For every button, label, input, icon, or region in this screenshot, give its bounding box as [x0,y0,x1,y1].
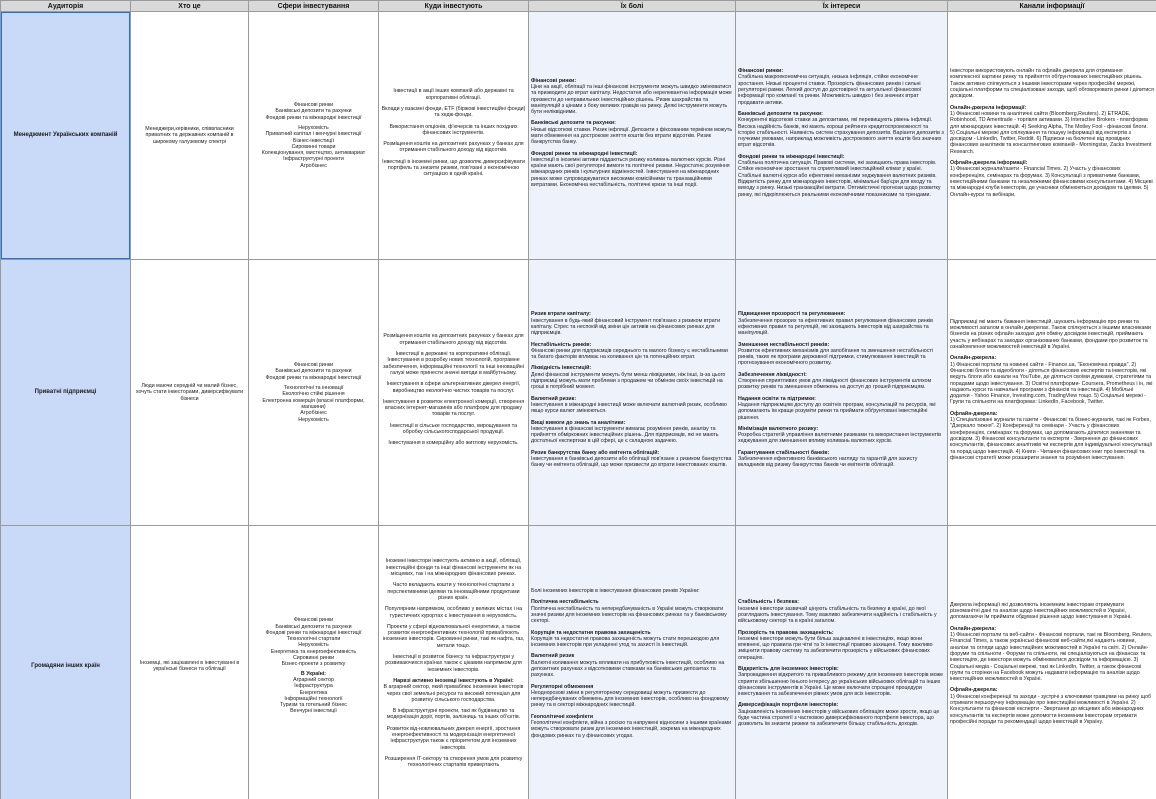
block-text: Інвестування в міжнародні інвестиції може включати валютний ризик, особливо якщо курси валют змінюються. [531,401,727,415]
sphere-item: Колекціонування, мистецтво, антиквариат [261,150,366,157]
text-block [531,120,733,145]
block-text: Інвестування в банківські депозити або облігації пов'язане з ризиком банкрутства банку чи емітента облігацій, що може призвести до втрати інвестованих коштів. [531,456,732,469]
text-block [950,626,1154,683]
cell-channels[interactable] [948,260,1156,526]
header-interests[interactable]: Їх інтереси [736,1,948,12]
block-text: Низькі відсоткові ставки. Ризик інфляції. Депозити з фіксованим терміном можуть мати обмеження на дострокове зняття коштів без втрати відсотків. Ризик банкрутства банку. [531,126,733,146]
text-block [531,420,733,445]
text-block [531,599,733,624]
text-block [950,411,1154,461]
block-text: Розробка стратегій управління валютними ризиками та використання інструментів хеджування для зменшення впливу коливань валютних курсів. [738,432,941,445]
text-block [950,68,1154,99]
where-item: Інвестиції в сільське господарство, вирощування та обробку сільськогосподарської продукції. [389,422,518,435]
table-row [1,526,1156,799]
block-text: Інвестиції в іноземні активи піддаються ризику коливань валютних курсів. Різні країни мають свої регуляторні вимоги та політичні ризики. Недостатнє розуміння міжнародних ринків і культурних відмінностей. Інвестування на міжнародних ринках може супроводжуватися високими комісійними та транзакційними витратами. Економічна нестабільність, політичні кризи та інші події. [531,156,730,189]
sphere-item: Енергетика [299,689,328,696]
text-block [738,666,945,697]
text-block [531,684,733,709]
block-text: Стабільна макроекономічна ситуація, низька інфляція, стійке економічне зростання. Низькі процентні ставки. Прозорість фінансових ринків і сильні регуляторні рамки. Легкий доступ до достовірної та актуальної фінансової інформації про компанії та ринки. Можливість швидко і без значних втрат продавати активи. [738,74,922,106]
sphere-item: Банківські депозити та рахунки [275,368,352,375]
block-title: Політична нестабільність [531,599,599,606]
block-title: Фондові ринки та міжнародні інвестиції: [738,153,845,160]
sphere-item: Електронна комерція (власні платформи, магазини) [262,397,365,410]
block-title: Онлайн-джерела: [950,625,997,632]
sphere-item: Сировинні товари [291,143,336,150]
block-text: Іноземні інвестори можуть бути більш зацікавлені в інвестиціях, якщо вони впевнені, що правила гри чіткі та їх інвестиції правово захищені. Тому важливо зміцнити правову систему та забезпечити прозорість у військових фінансових операціях. [738,635,933,661]
cell-interests[interactable] [736,12,948,260]
where-item: Інвестування в розвиток електронної комерції, створення власних інтернет-магазинів або платформ для продажу товарів та послуг. [382,398,525,418]
header-spheres[interactable]: Сфери інвестування [249,1,379,12]
block-text: Фінансові ринки для підприємців середнього та малого бізнесу є нестабільними та багато факторів впливає на коливання цін та потенційних втрат. [531,347,728,361]
block-title: Мінімізація валютного ризику: [738,425,819,432]
block-text: Стабільна політична ситуація. Правові системи, які захищають права інвесторів. Стійке економічне зростання та сприятливий інвестиційний клімат у країні. Стабільні валютні курси або ефективні механізми хеджування валютних ризиків. Відкритість ринку для міжнародних інвесторів, мінімальні бар'єри для входу та виходу з ринку. Низькі транзакційні витрати. Оптимістичні прогнози щодо розвитку ринку, які підкріплюються реальними економічними показниками та трендами. [738,160,941,198]
text-block [950,319,1154,350]
text-block [738,311,945,336]
block-text: Валютні коливання можуть впливати на прибутковість інвестицій, особливо на депозитних рахунках з відсотковими ставками на банківських депозитах та рахунках. [531,659,725,679]
text-block [950,687,1154,725]
sphere-item: Венчурні інвестиції [290,708,337,715]
cell-where[interactable] [379,260,529,526]
block-title: Фондові ринки та міжнародні інвестиції: [531,150,638,157]
text-block [738,342,945,367]
cell-who[interactable]: Іноземці, які зацікавлені в інвестуванні в українські бізнеси та облігації [131,526,249,799]
where-item: Розвиток від-новлювальних джерел енергії, зростання енергоефективності та модернізація енергетичної інфраструктури також є пріоритетом для іноземних інвесторів. [386,725,521,751]
block-text: Політична нестабільність та непередбачуваність в Україні можуть створювати значні ризики для іноземних інвесторів на фінансових ринках та у банківському секторі. [531,605,727,625]
block-text: Корупція та недостатня правова захищеність можуть стати перешкодою для іноземних інвесторів при укладенні угод та захисті їх інвестицій. [531,635,720,649]
block-title: Банківські депозити та рахунки: [531,120,616,127]
text-block [531,342,733,361]
table-row [1,260,1156,526]
block-title: Відкритість для іноземних інвесторів: [738,666,839,672]
block-text: Підприємці які мають бажання інвестицій, шукають інформацію про ринки та можливості загалом в онлайн джерелах. Також спілкуються з іншими власниками бізнесів на різних офлайн заходах для обміну досвідом інвестицій, приймають участь у вебінарах та заходах організованих банками, фондами про розвиток та ознайомлення можливостей інвестицій в Україні. [950,318,1151,351]
where-item: Розміщення коштів на депозитних рахунках у банках для отримання стабільного доходу від відсотків. [383,333,524,346]
block-title: Диверсифікація портфеля інвесторів: [738,702,839,709]
sphere-item: Фондові ринки та міжнародні інвестиції [265,114,362,121]
text-block [531,311,733,336]
block-title: Валютний ризик: [531,395,577,402]
block-text: Ціни на акції, облігації та інші фінансові інструменти можуть швидко змінюватися та призводити до втрат капіталу. Недостатня або нерелевантна інформація може призвести до неправильних інвестиційних рішень. Ризик шахрайства та маніпуляцій з цінами з боку великих гравців на ринку. Деякі інструменти можуть бути неліквідними. [531,83,732,116]
block-text: 1) Спеціалізовані журнали та газети - Фінансові та бізнес-журнали, такі як Forbes, "Дзеркало тижня". 2) Конференції та семінари - Участь у фінансових конференціях, семінарах та форумах, що допомагають ділитися знаннями та досвідом. 3) Фінансові консультанти та експерти - Звернення до фінансових консультантів, фінансових аналітиків чи експертів для індивідуальної консультації та порад щодо інвестицій. 4) Книги - Читання фінансових книг про інвестиції та фінансові стратегії може розширити знання та розуміння інвестування. [950,417,1153,461]
where-item: Вклади у взаємні фонди, ETF (біржові інвестиційні фонди) та хедж-фонди. [381,105,526,119]
block-text: Неоднорозові зміни в регуляторному середовищі можуть призвести до непередбачуваних обмежень для іноземних інвесторів, особливо на фондовому ринку та в секторі міжнародних інвестицій. [531,689,729,709]
sphere-item: Енергетика та енергоефективність [270,648,357,655]
block-title: Валютний ризик [531,653,575,660]
text-block [950,105,1154,155]
block-text: Створення сприятливих умов для ліквідності фінансових інструментів шляхом розвитку ринків та зменшення обмежень на доступ до грошей підприємцям. [738,378,932,391]
cell-audience[interactable]: Громадяни інших країн [1,526,131,799]
block-text: 1) Фінансові портали та веб-сайти - Фінансові портали, такі як Bloomberg, Reuters, Financial Times, а також українські фінансові веб-сайти,які надають новини, аналізи та огляди щодо інвестиційних можливостей в Україні та світі. 2) Онлайн-форуми та спільноти - Форуми та спільноти, які спеціалізуються на фінансах та інвестиціях, де інвестори можуть обмінюватися досвідом та інформацією. 3) Соціальні медіа - Соціальні мережі, такі як LinkedIn, Twitter, а також фінансові групи та сторінки на Facebook можуть надавати інформацію та аналізи щодо інвестиційних можливостей в Україні. [950,632,1153,683]
where-item: Іноземні інвестори інвестують активно в акції, облігації, інвестиційні фонди та інші фінансові інструменти як на місцевих, так і на міжнародних фінансових ринках. [385,558,522,578]
sphere-item: Фінансові ринки [293,362,334,369]
sphere-item: Нерухомість [298,642,329,649]
text-block [531,151,733,189]
block-text: Запровадження відкритого та привабливого режиму для іноземних інвесторів може сприяти збільшенню їхнього інтересу до українських військових облігацій та інших фінансових інструментів в Україні. Це може включати спрощені процедури інвестування та забезпечення рівних умов для всіх інвесторів. [738,672,944,698]
text-block [950,355,1154,405]
sphere-item: Інфраструктурні проекти [283,156,344,163]
sphere-item: Технологічні стартапи [286,636,341,643]
block-title: Підвищення прозорості та регулювання: [738,311,846,318]
where-item: Розміщення коштів на депозитних рахунках у банках для отримання стабільного доходу від відсотків. [383,141,524,154]
sphere-item: Фондові ринки та міжнародні інвестиції [265,374,362,381]
sphere-item: Аграрний сектор [293,676,334,683]
text-block [738,68,945,106]
text-block [738,630,945,661]
sphere-item: Фондові ринки та міжнародні інвестиції [265,629,362,636]
where-item: Інвестиції в іноземні ринки, що дозволяє диверсифікувати портфель та знизити ризики, пов'язані з економічною ситуацією в одній країні. [382,158,525,178]
block-text: Інвестування в фінансові інструменти вимагає розуміння ринків, аналізу та прийняття обмірковних інвестиційних рішень. Для підприємців, які не мають достатньої експертизи в цій сфері, це є складною задачею. [531,425,719,445]
block-title: Ризик втрати капіталу: [531,311,591,318]
text-block [738,154,945,198]
where-item: Інвестиції в державні та корпоративні облігації. Інвестування в розробку нових технологій, програмне забезпечення, інформаційні технології та інші інноваційні галузі може принести значні вигоди в майбутньому. [383,351,524,376]
block-title: Стабільність і безпека: [738,599,799,606]
sphere-item: Бізнес-проекти з розвитку [281,661,346,668]
sphere-item: Інфраструктура [294,683,333,690]
sphere-item: Екологічно стійкі рішення [282,391,345,398]
where-item: Використання опціонів, ф'ючерсів та інших похідних фінансових інструментів. [389,123,518,136]
cell-pains[interactable] [529,526,736,799]
cell-interests[interactable] [736,526,948,799]
sphere-item: Агробізнес [300,162,327,169]
cell-interests[interactable] [736,260,948,526]
text-block [738,111,945,149]
sphere-item: Нерухомість [298,124,329,131]
header-audience[interactable]: Аудиторія [1,1,131,12]
text-block [950,602,1154,621]
cell-where[interactable] [379,12,529,260]
block-title: Офлайн-джерела інформації: [950,160,1028,167]
cell-channels[interactable] [948,526,1156,799]
block-title: Зменшення нестабільності ринків: [738,341,830,348]
sphere-item: Технологічні та інновації [283,385,344,392]
sphere-item: Банківські депозити та рахунки [275,108,352,115]
sphere-item: Банківські депозити та рахунки [275,623,352,630]
sphere-item: Туризм та готельний бізнес [280,702,347,709]
header-row [1,1,1156,12]
sphere-item: Нерухомість [298,416,329,423]
cell-audience[interactable]: Менеджмент Українських компаній [1,12,131,260]
block-text: Конкурентні відсоткові ставки за депозитами, які перевищують рівень інфляції. Висока надійність банків, які мають хороші рейтинги кредитоспроможності та історію стабільності. Наявність систем страхування депозитів. Варіанти депозитів з гнучкими умовами, наприклад можливість дострокового зняття коштів без значних втрат відсотків. [738,117,944,149]
where-item: Популярним напрямком, особливо у великих містах і на туристичних курортах є інвестування в нерухомість. [384,606,523,619]
header-where[interactable]: Куди інвестують [379,1,529,12]
spheres-subtitle: В Україні: [300,670,327,677]
block-title: Забезпечення ліквідності: [738,371,807,378]
sphere-item: Бізнес-інвестиції [293,137,334,144]
block-text: 1) Фінансові конференції та заходи - зустрічі з ключовими гравцями на ринку щоб отримати першоручну інформацію про інвестиційні можливості в Україні. 2) Консультанти та фінансові експерти - Звертання до місцевих або міжнародних консультантів та експертів може допомогти іноземним інвесторам отримати професійні поради та рекомендації щодо інвестицій в Україну. [950,693,1152,725]
block-text: Деякі фінансові інструменти можуть бути менш ліквідними, ніж інші, із-за цього підприємці можуть мати проблеми з продажем чи обміном своїх інвестицій на гроші в потрібний момент. [531,371,726,391]
block-title: Ризик банкрутства банку або емітента облігацій: [531,449,660,456]
where-item: Інвестиції в акції інших компаній або державні та корпоративні облігації. [393,88,514,101]
cell-spheres[interactable] [249,526,379,799]
sphere-item: Фінансові ринки [293,102,334,109]
block-title: Онлайн-джерела: [950,355,997,362]
cell-who[interactable]: Люди маючи середній чи малий бізнес, хочуть стати інвесторами, диверсифікувати бізнеси [131,260,249,526]
cell-spheres[interactable] [249,12,379,260]
text-block [531,630,733,649]
text-block [531,78,733,116]
sphere-item: Приватний капітал і венчурні інвестиції [265,131,362,138]
block-text: Інвестування в будь-який фінансовий інструмент пов'язано з ризиком втрати капіталу. Стрес та неспокій від зміни цін активів на фінансових ринках для підприємців. [531,317,721,337]
where-item: Часто вкладають кошти у технологічні стартапи з перспективними ідеями та інноваційними продуктами різних країн. [387,582,520,601]
cell-audience[interactable]: Приватні підприємці [1,260,131,526]
block-title: Прозорість та правова захищеність: [738,629,834,636]
table-row [1,12,1156,260]
block-title: Фінансові ринки: [738,68,784,75]
block-text: Іноземні інвестори зазвичай цінують стабільність та безпеку в країні, до якої розглядають інвестування. Тому важливо забезпечити надійність і стабільність у військовому секторі та в країні загалом. [738,605,937,625]
where-item: Інвестування в сфери альтернативних джерел енергії, виробництво екологічно чистих товарів та послуг. [386,381,521,394]
block-text: Забезпечення прозорих та ефективних правил регулювання фінансових ринків ефективних правил та регуляцій, які захищають інвесторів від шахрайства та маніпуляцій. [738,317,933,337]
block-title: Офлайн-джерела: [950,687,998,694]
block-text: Інвестори використовують онлайн та офлайн джерела для отримання комплексної картини ринку та прийняття обґрунтованих інвестиційних рішень. Також активно спілкуються з іншими інвесторами через професійні мережі, соціальні платформи та спеціалізовані заходи, щоб обговорювати ринки і ділитися досвідом. [950,68,1154,100]
cell-where[interactable] [379,526,529,799]
block-text: 1) Фінансові портали та новинні сайти - Finance.ua, "Економічна правда". 2) Фінансові блоги та відеоблоги - діляться фінансових експертів та інвесторів, які ведуть блоги або канали на YouTube, де діляться своїми думками, стратегіями та порадами щодо інвестування. 3) Освітні платформи- Coursera, Prometheus і ін, які надають курси та навчальні програми з фінансів та інвестицій. 4) Мобільні додатки - Yahoo Finance, Investing.com, TradingView тощо. 5) Соціальні мережі - Групи та спільноти на платформах: LinkedIn, Facebook, Twitter. [950,361,1153,406]
block-title: Регуляторні обмеження [531,683,594,690]
where-item: Інвестування в комерційну або житлову нерухомість. [388,440,519,447]
header-who[interactable]: Хто це [131,1,249,12]
block-text: Зацікавленість іноземних інвесторів у військових облігаціях може зрости, якщо це буде частина стратегії з частковою диверсифікованого портфеля інвестора, що дозволить їм знизити ризики та забезпечити більшу стабільність доходів. [738,708,940,728]
pains-intro: Болі іноземних інвесторів в інвестування фінансових ринків України: [531,588,700,595]
block-text: Джерела інформації які дозволяють іноземним інвесторам отримувати різноманітні дані та аналізи щодо інвестиційних можливостей в Україні, допомагаючи їм приймати обдумані рішення щодо інвестування в Україні. [950,601,1132,621]
text-block [738,599,945,624]
block-text: 1) Фінансові журнали/газети - Financial Times. 2) Участь у фінансових конференціях, семінарах та форумах. 3) Консультації з приватними банками, інвестиційними банками та незалежними фінансовими консультантами. 4) Місцеві та міжнародні клуби інвесторів, де учасники обмінюються досвідом та ідеями. 5) Онлайн-курси та вебінари. [950,166,1153,198]
text-block [738,702,945,727]
where-subtitle: Нарвзі активно іноземці інвестують в Україні: [393,677,514,684]
text-block [950,160,1154,198]
where-item: В аграрний сектор, який приваблює іноземних інвесторів через свої земельні ресурси та високий потенціал для розвитку сільського господарства. [383,684,524,703]
text-block [738,372,945,391]
where-item: Інвестиції в розвиток бізнесу та інфраструктури у розвиваючихся країнах також є цікавим напрямком для іноземних інвесторів. [385,654,522,673]
text-block [531,396,733,415]
where-item: В інфраструктурні проекти, такі як будівництво та модернізація доріг, портів, залізниць та інших об'єктів. [386,708,521,721]
block-text: Надання підприємцям доступу до освітніх програм, консультацій та ресурсів, які допомагають їм краще розуміти ринки та приймати обґрунтовані інвестиційні рішення. [738,401,936,421]
text-block [531,365,733,390]
text-block [738,426,945,445]
block-title: Геополітичні конфлікти [531,713,593,720]
text-block [531,653,733,678]
header-pains[interactable]: Їх болі [529,1,736,12]
block-text: Геополітичні конфлікти, війна з росією та напружені відносини з іншими країнами можуть створювати ризик для іноземних інвестицій, зокрема на міжнародних фондових ринках та у фінансових угодах. [531,720,732,739]
block-title: Ліквідність інвестицій: [531,365,592,372]
text-block [531,714,733,739]
sphere-item: Агробізнес [300,410,327,417]
block-title: Вищі вимоги до знань та аналітики: [531,419,626,426]
cell-pains[interactable] [529,260,736,526]
block-title: Офлайн-джерела: [950,410,998,417]
block-text: Забезпечення ефективного банківського нагляду та гарантій для захисту вкладників від ризику банкрутства банків чи емітентів облігацій. [738,456,918,469]
where-item: Розширення IT-сектору та створення умов для розвитку технологічних стартапів привертають [384,755,523,769]
text-block [738,396,945,421]
where-item: Проекти у сфері відновлювальної енергетики, а також розвиток енергоефективних технологій приваблюють іноземних інвесторів. Сировинні ринки, такі як нафта, газ, метали тощо. [382,623,525,649]
cell-channels[interactable] [948,12,1156,260]
cell-who[interactable]: Менеджери,керівники, співвласники приватних та державних компаній в широкому галузевому спектрі [131,12,249,260]
text-block [738,450,945,469]
block-title: Надання освіти та підтримки: [738,395,816,402]
cell-pains[interactable] [529,12,736,260]
block-text: 1) Фінансові новини та аналітичні сайти (Bloomberg,Reuters). 2) ETRADE, Robinhood, TD Ameritrade - торгівля активами. 3) Interactive Brokers - платформа для міжнародних інвестицій. 4) Seeking Alpha, The Motley Fool - фінансові блоги. 5) Соціальні мережі для спілкування та пошуку інформації від експертів з досвідом - LinkedIn, Twitter, Reddit. 6) Підписки на бюлетені від провідних фінансових аналітиків та консалтингових компаній - Morningstar, Zacks Investment Research. [950,110,1152,155]
sphere-item: Фінансові ринки [293,617,334,624]
block-title: Онлайн-джерела інформації: [950,104,1027,111]
block-title: Корупція та недостатня правова захищеність [531,629,651,636]
sphere-item: Інформаційні технології [284,695,343,702]
sphere-item: Сировинні ринки [292,655,335,662]
header-channels[interactable]: Канали інформації [948,1,1156,12]
block-title: Фінансові ринки: [531,77,577,84]
block-text: Розвиток ефективних механізмів для запобігання та зменшення нестабільності ринків, таких як програми державної підтримки, стимулювання інвестицій та прогнозування економічного розвитку. [738,347,933,367]
block-title: Гарантування стабільності банків: [738,449,830,456]
text-block [531,450,733,469]
block-title: Банківські депозити та рахунки: [738,110,823,117]
block-title: Нестабільність ринків: [531,341,592,348]
cell-spheres[interactable] [249,260,379,526]
